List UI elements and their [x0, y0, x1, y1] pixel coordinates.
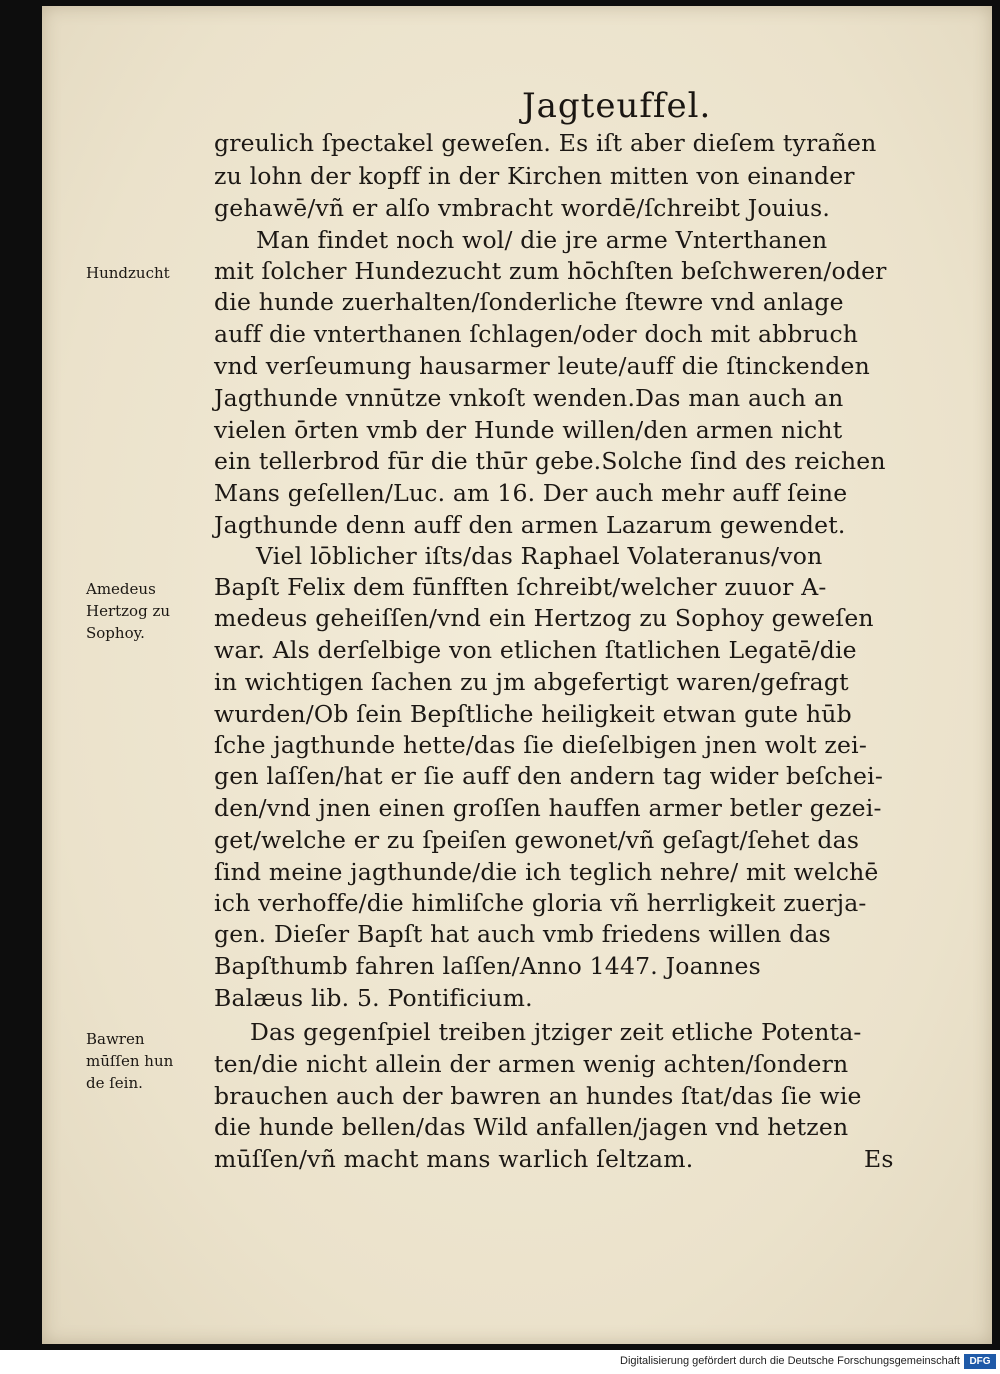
text-line: wurden/Ob ſein Bepſtliche heiligkeit etwan gute hūb: [214, 700, 852, 728]
text-line: in wichtigen ſachen zu jm abgefertigt waren/gefragt: [214, 668, 849, 696]
margin-note-bawren: [86, 1028, 173, 1094]
text-line: Bapſt Felix dem fūnfften ſchreibt/welcher zuuor A-: [214, 573, 827, 601]
text-line: mit ſolcher Hundezucht zum hōchſten beſchweren/oder: [214, 257, 887, 285]
text-line: ten/die nicht allein der armen wenig achten/ſondern: [214, 1050, 849, 1078]
text-line: greulich ſpectakel geweſen. Es iſt aber dieſem tyrañen: [214, 129, 877, 157]
margin-note-line: Amedeus: [86, 580, 156, 598]
margin-note-line: mūſſen hun: [86, 1052, 174, 1070]
text-line: ich verhoffe/die himliſche gloria vñ herrligkeit zuerja-: [214, 889, 867, 917]
text-line: den/vnd jnen einen groſſen hauffen armer betler gezei-: [214, 794, 882, 822]
text-line: medeus geheiſſen/vnd ein Hertzog zu Sophoy geweſen: [214, 604, 874, 632]
text-line: Das gegenſpiel treiben jtziger zeit etliche Potenta-: [250, 1018, 862, 1046]
text-line: gehawē/vñ er alſo vmbracht wordē/ſchreibt Jouius.: [214, 194, 831, 222]
text-line: get/welche er zu ſpeiſen gewonet/vñ geſagt/ſehet das: [214, 826, 860, 854]
text-line: auff die vnterthanen ſchlagen/oder doch mit abbruch: [214, 320, 859, 348]
text-line: zu lohn der kopff in der Kirchen mitten von einander: [214, 162, 855, 190]
margin-note-amedeus: [86, 578, 170, 644]
catchword: Es: [864, 1145, 894, 1173]
text-line: Bapſthumb fahren laſſen/Anno 1447. Joannes: [214, 952, 761, 980]
margin-note-hundzucht: [86, 262, 170, 284]
text-line: brauchen auch der bawren an hundes ſtat/das ſie wie: [214, 1082, 862, 1110]
text-line: die hunde zuerhalten/ſonderliche ſtewre vnd anlage: [214, 288, 844, 316]
dfg-logo: DFG: [964, 1354, 996, 1369]
text-line: vnd verſeumung hausarmer leute/auff die ſtinckenden: [214, 352, 870, 380]
margin-note-line: Hertzog zu: [86, 602, 171, 620]
text-line: Jagthunde denn auff den armen Lazarum gewendet.: [214, 511, 846, 539]
text-line: ſind meine jagthunde/die ich teglich nehre/ mit welchē: [214, 858, 879, 886]
text-line: Mans geſellen/Luc. am 16. Der auch mehr auff ſeine: [214, 479, 848, 507]
margin-note-line: de ſein.: [86, 1074, 143, 1092]
text-line: Jagthunde vnnūtze vnkoſt wenden.Das man auch an: [214, 384, 844, 412]
funding-credit: Digitalisierung gefördert durch die Deutsche Forschungsgemeinschaft: [620, 1355, 960, 1367]
text-line: Man findet noch wol/ die jre arme Vnterthanen: [256, 226, 828, 254]
text-line: ſche jagthunde hette/das ſie dieſelbigen jnen wolt zei-: [214, 731, 867, 759]
margin-note-line: Bawren: [86, 1030, 145, 1048]
running-head: Jagteuffel.: [522, 86, 712, 126]
text-line: vielen ōrten vmb der Hunde willen/den armen nicht: [214, 416, 843, 444]
text-line: ein tellerbrod fūr die thūr gebe.Solche ſind des reichen: [214, 447, 886, 475]
margin-note-line: Sophoy.: [86, 624, 145, 642]
text-line: die hunde bellen/das Wild anfallen/jagen vnd hetzen: [214, 1113, 849, 1141]
margin-note-line: Hundzucht: [86, 264, 170, 282]
text-line: war. Als derſelbige von etlichen ſtatlichen Legatē/die: [214, 636, 857, 664]
text-line: Balæus lib. 5. Pontificium.: [214, 984, 533, 1012]
text-line: gen laſſen/hat er ſie auff den andern tag wider beſchei-: [214, 762, 883, 790]
text-line: gen. Dieſer Bapſt hat auch vmb friedens willen das: [214, 920, 831, 948]
text-line: mūſſen/vñ macht mans warlich ſeltzam.: [214, 1145, 694, 1173]
text-line: Viel lōblicher iſts/das Raphael Volateranus/von: [256, 542, 823, 570]
footer-bar: [0, 1350, 1000, 1374]
